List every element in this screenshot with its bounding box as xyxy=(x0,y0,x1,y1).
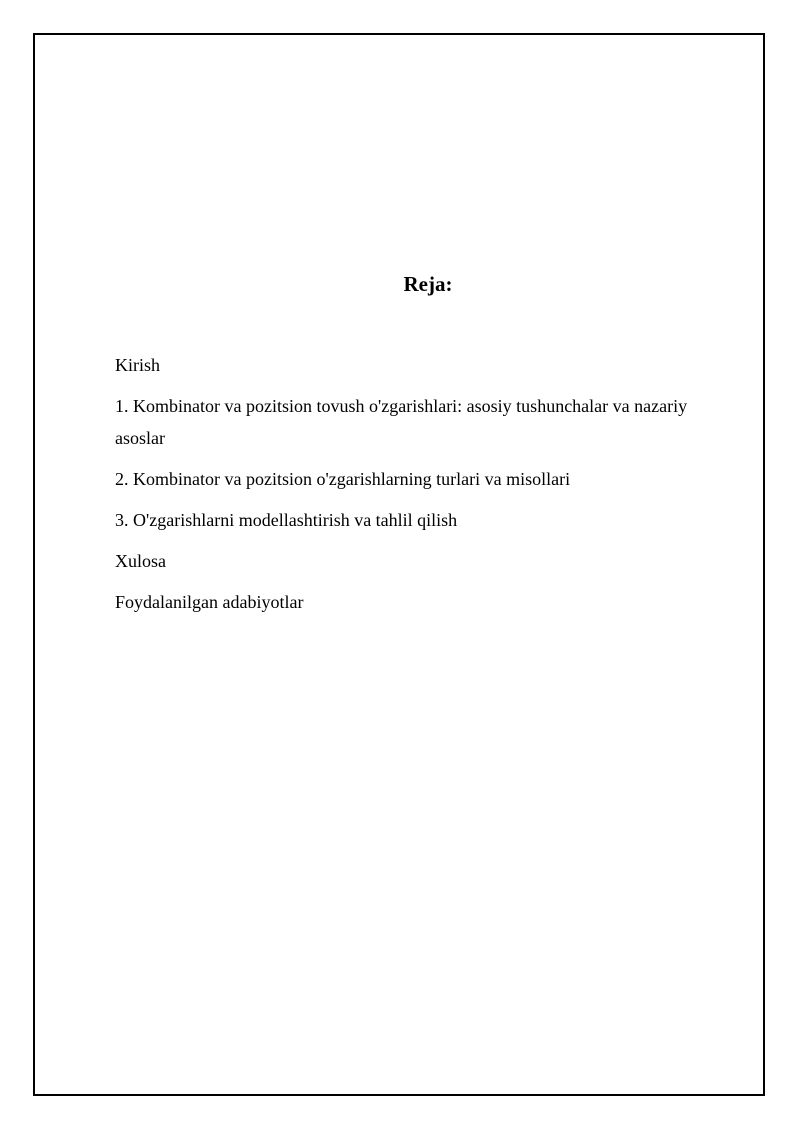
toc-item-references: Foydalanilgan adabiyotlar xyxy=(115,592,304,612)
toc-item-conclusion: Xulosa xyxy=(115,551,166,571)
toc-item-section-1: 1. Kombinator va pozitsion tovush o'zgarishlari: asosiy tushunchalar va nazariy asoslar xyxy=(115,396,688,448)
toc-item-section-3: 3. O'zgarishlarni modellashtirish va tahlil qilish xyxy=(115,510,458,530)
page-title: Reja: xyxy=(403,272,453,296)
toc-item-section-2: 2. Kombinator va pozitsion o'zgarishlarning turlari va misollari xyxy=(115,469,571,489)
toc-item-introduction: Kirish xyxy=(115,355,160,375)
table-of-contents xyxy=(115,349,725,627)
